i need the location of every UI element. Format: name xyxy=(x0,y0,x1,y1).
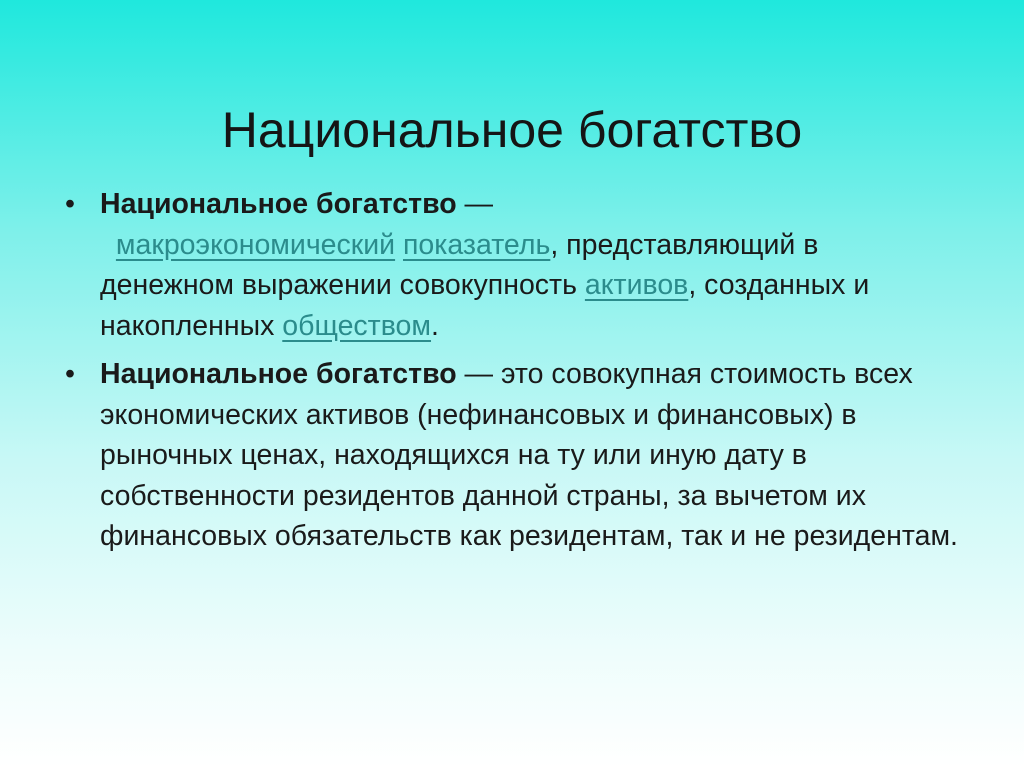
link-society[interactable]: обществом xyxy=(282,309,432,342)
bullet-item-definition xyxy=(60,184,960,346)
bullet-marker: • xyxy=(65,358,75,390)
bullet-term: Национальное богатство xyxy=(100,188,457,220)
bullet-marker: • xyxy=(65,188,75,220)
bullet-text: — это совокупная стоимость всех экономических активов (нефинансовых и финансовых) в рыночных ценах, находящихся на ту или иную дату в собственности резидентов данной страны, за вычетом их финансовых обязательств как резидентам, так и не резидентам. xyxy=(100,358,958,552)
slide-title: Национальное богатство xyxy=(221,101,803,158)
bullet-term: Национальное богатство xyxy=(100,358,457,390)
bullet-text-part-3: . xyxy=(431,309,439,342)
link-assets[interactable]: активов xyxy=(584,269,689,301)
bullet-item-total-value xyxy=(60,354,960,557)
link-macroeconomic[interactable]: макроэкономический xyxy=(115,228,396,261)
link-indicator[interactable]: показатель xyxy=(403,228,551,261)
bullet-text-part-1: , представляющий в денежном выражении совокупность xyxy=(100,228,819,301)
bullet-space xyxy=(395,229,403,261)
slide-content xyxy=(60,184,960,565)
bullet-text-part-2: , созданных и накопленных xyxy=(100,269,870,342)
bullet-dash: — xyxy=(456,188,494,220)
